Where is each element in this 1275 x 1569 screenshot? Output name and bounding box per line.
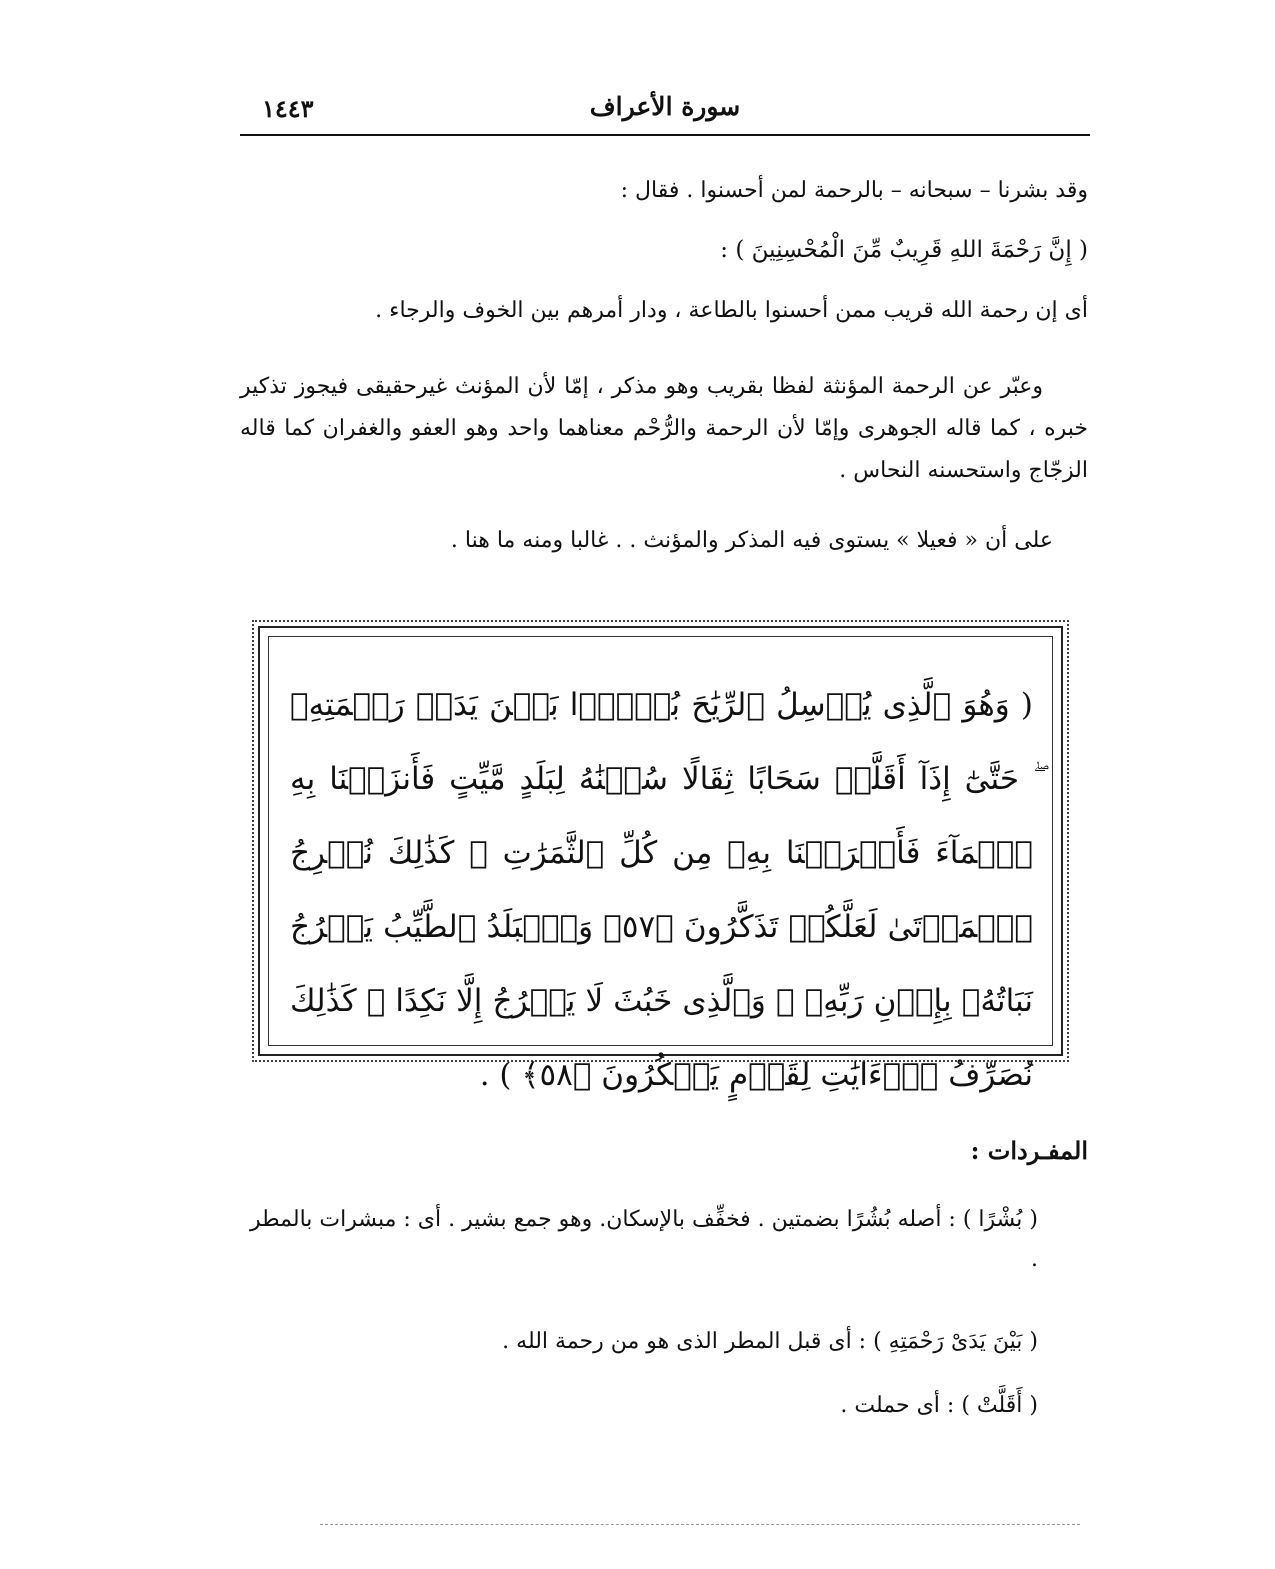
verse-quote: ( إِنَّ رَحْمَةَ اللهِ قَرِيبٌ مِّنَ الْمُحْسِنِينَ ) : xyxy=(720,237,1088,263)
vocabulary-item: ( بَيْنَ يَدَىْ رَحْمَتِهِ ) : أى قبل المطر الذى هو من رحمة الله . xyxy=(502,1329,1038,1354)
paragraph-explanation: أى إن رحمة الله قريب ممن أحسنوا بالطاعة ، ودار أمرهم بين الخوف والرجاء . xyxy=(375,298,1088,323)
bottom-divider xyxy=(320,1524,1080,1525)
quran-verse-text: ( وَهُوَ ٱلَّذِى يُرۡسِلُ ٱلرِّيَٰحَ بُشۡرَۢا بَيۡنَ يَدَىۡ رَحۡمَتِهِۦ ۖ حَتَّىٰٓ إِذَآ أَقَلَّتۡ سَحَابًا ثِقَالًا سُقۡنَٰهُ لِبَلَدٍ مَّيِّتٍ فَأَنزَلۡنَا بِهِ ٱلۡمَآءَ فَأَخۡرَجۡنَا بِهِۦ مِن كُلِّ ٱلثَّمَرَٰتِ ۚ كَذَٰلِكَ نُخۡرِجُ ٱلۡمَوۡتَىٰ لَعَلَّكُمۡ تَذَكَّرُونَ ﴿٥٧﴾ وَٱلۡبَلَدُ ٱلطَّيِّبُ يَخۡرُجُ نَبَاتُهُۥ بِإِذۡنِ رَبِّهِۦ ۖ وَٱلَّذِى خَبُثَ لَا يَخۡرُجُ إِلَّا نَكِدًا ۚ كَذَٰلِكَ نُصَرِّفُ ٱلۡءَايَٰتِ لِقَوۡمٍ يَشۡكُرُونَ ﴿٥٨﴾ ) . xyxy=(290,687,1033,1093)
page-number: ١٤٤٣ xyxy=(262,94,314,123)
quran-verse-frame xyxy=(258,626,1063,1093)
vocabulary-heading: المفـردات : xyxy=(970,1136,1088,1165)
vocabulary-item: ( بُشْرًا ) : أصله بُشُرًا بضمتين . فخفِّف بالإسكان. وهو جمع بشير . أى : مبشرات بالمطر . xyxy=(249,1207,1038,1272)
vocabulary-item: ( أَقَلَّتْ ) : أى حملت . xyxy=(840,1393,1038,1418)
page-header xyxy=(240,92,1090,136)
paragraph-intro: وقد بشرنا – سبحانه – بالرحمة لمن أحسنوا . فقال : xyxy=(620,178,1088,203)
paragraph-grammar: وعبّر عن الرحمة المؤنثة لفظا بقريب وهو مذكر ، إمّا لأن المؤنث غيرحقيقى فيجوز تذكير خبره ، كما قاله الجوهرى وإمّا لأن الرحمة والرُّحْم معناهما واحد وهو العفو والغفران كما قاله الزجّاج واستحسنه النحاس . xyxy=(240,374,1088,483)
paragraph-note: على أن « فعيلا » يستوى فيه المذكر والمؤنث . . غالبا ومنه ما هنا . xyxy=(450,528,1053,553)
surah-title: سورة الأعراف xyxy=(589,92,741,121)
